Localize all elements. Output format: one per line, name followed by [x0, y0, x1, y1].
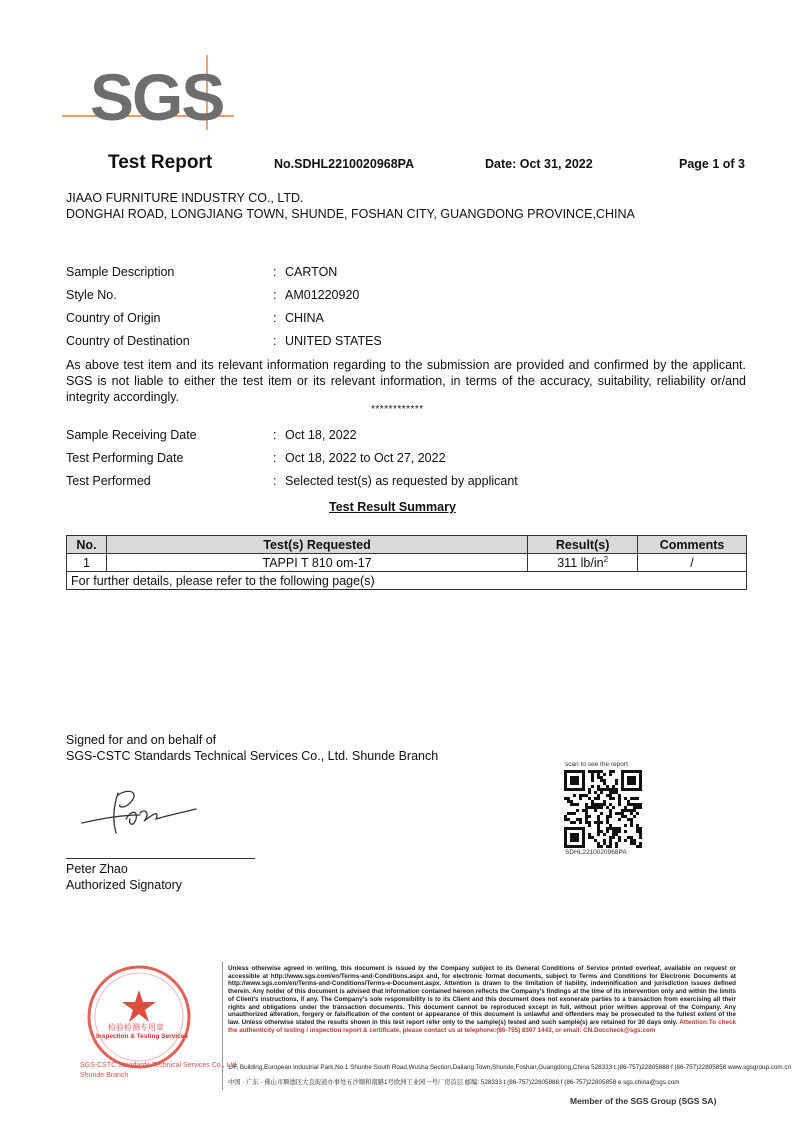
field-label: Test Performed	[66, 474, 151, 488]
member-statement: Member of the SGS Group (SGS SA)	[570, 1096, 717, 1106]
footer-divider	[222, 962, 223, 1090]
terms-fine-print	[228, 965, 736, 1034]
qr-report-number: SDHL2210020968PA	[565, 849, 627, 856]
separator-stars: ************	[371, 404, 424, 415]
signature-line	[66, 858, 255, 859]
field-label: Country of Origin	[66, 311, 161, 325]
stamp-branch-name: Shunde Branch	[80, 1072, 129, 1079]
column-header-result: Result(s)	[528, 536, 638, 554]
cell-result	[528, 554, 638, 572]
field-value: UNITED STATES	[285, 334, 382, 348]
field-separator: :	[273, 288, 277, 302]
sgs-logo	[62, 55, 237, 135]
field-row	[66, 474, 756, 497]
terms-body: Unless otherwise agreed in writing, this document is issued by the Company subject to its General Conditions of Service printed overleaf, available on request or accessible at http://www.sgs.com/en/Terms-and-Conditions.aspx and, for electronic format documents, subject to Terms and Conditions for Electronic Documents at http://www.sgs.com/en/Terms-and-Conditions/Terms-e-Document.aspx. Attention is drawn to the limitation of liability, indemnification and jurisdiction issues defined therein. Any holder of this document is advised that information contained hereon reflects the Company's findings at the time of its intervention only and within the limits of Client's instructions, if any. The Company's sole responsibility is to its Client and this document does not exonerate parties to a transaction from exercising all their rights and obligations under the transaction documents. This document cannot be reproduced except in full, without prior written approval of the Company. Any unauthorized alteration, forgery or falsification of the content or appearance of this document is unlawful and offenders may be prosecuted to the fullest extent of the law. Unless otherwise stated the results shown in this test report refer only to the sample(s) tested and such sample(s) are retained for 30 days only.	[228, 965, 736, 1026]
applicant-block	[66, 190, 635, 222]
applicant-name: JIAAO FURNITURE INDUSTRY CO., LTD.	[66, 191, 304, 205]
field-separator: :	[273, 311, 277, 325]
field-row	[66, 311, 756, 334]
report-number: No.SDHL2210020968PA	[274, 157, 415, 171]
field-value: Selected test(s) as requested by applicant	[285, 474, 518, 488]
stamp-chinese-text: 检验检测专用章	[108, 1023, 164, 1032]
disclaimer-text: As above test item and its relevant information regarding to the submission are provided and confirmed by the applicant. SGS is not liable to either the test item or its relevant information, in terms of the accuracy, suitability, reliability or/and integrity accordingly.	[66, 358, 746, 404]
field-separator: :	[273, 428, 277, 442]
signed-block	[66, 732, 438, 764]
footer-address-cn: 中国 · 广东 · 佛山市顺德区大良街道办事处五沙顺和南路1号欧洲工业园一号厂房首层 邮编: 528333 t (86-757)22805888 f (86-757)22805858 e sgs.china@sgs.com	[228, 1079, 680, 1086]
field-label: Test Performing Date	[66, 451, 184, 465]
authenticity-notice: Attention:To check the authenticity of testing / inspection report & certificate, please contact us at telephone:(86-755) 8307 1443, or email: CN.Doccheck@sgs.com	[228, 1018, 736, 1034]
report-title: Test Report	[108, 152, 213, 173]
field-label: Sample Receiving Date	[66, 428, 197, 442]
cell-no: 1	[67, 554, 107, 572]
field-row	[66, 451, 756, 474]
signatory-name: Peter Zhao	[66, 862, 128, 876]
signed-line-1: Signed for and on behalf of	[66, 733, 217, 747]
field-label: Sample Description	[66, 265, 175, 279]
cell-test: TAPPI T 810 om-17	[106, 554, 527, 572]
column-header-no: No.	[67, 536, 107, 554]
column-header-comments: Comments	[638, 536, 747, 554]
field-value: CARTON	[285, 265, 338, 279]
field-value: CHINA	[285, 311, 324, 325]
qr-code-icon[interactable]	[564, 770, 642, 848]
table-header-row	[67, 536, 747, 554]
field-separator: :	[273, 474, 277, 488]
result-superscript: 2	[603, 554, 609, 564]
test-fields	[66, 428, 756, 497]
field-row	[66, 428, 756, 451]
field-label: Country of Destination	[66, 334, 190, 348]
column-header-test: Test(s) Requested	[106, 536, 527, 554]
field-row	[66, 265, 756, 288]
cell-comments: /	[638, 554, 747, 572]
table-note-row	[67, 572, 747, 590]
field-row	[66, 288, 756, 311]
applicant-address: DONGHAI ROAD, LONGJIANG TOWN, SHUNDE, FOSHAN CITY, GUANGDONG PROVINCE,CHINA	[66, 207, 635, 221]
field-separator: :	[273, 265, 277, 279]
field-separator: :	[273, 334, 277, 348]
qr-caption: scan to see the report	[565, 761, 628, 768]
field-label: Style No.	[66, 288, 117, 302]
logo-text: SGS	[90, 60, 224, 134]
report-date: Date: Oct 31, 2022	[485, 157, 593, 171]
result-value: 311 lb/in	[557, 556, 604, 571]
page-number: Page 1 of 3	[679, 157, 745, 171]
footer-address-en: 1/F, Building,European Industrial Park,No.1 Shunhe South Road,Wusha Section,Daliang Town,Shunde,Foshan,Guangdong,China 528333 t (86-757)22805888 f (86-757)22805858 www.sgsgroup.com.cn	[228, 1064, 792, 1071]
signed-line-2: SGS-CSTC Standards Technical Services Co., Ltd. Shunde Branch	[66, 749, 439, 763]
sample-fields	[66, 265, 756, 357]
field-separator: :	[273, 451, 277, 465]
field-value: Oct 18, 2022 to Oct 27, 2022	[285, 451, 446, 465]
signatory-role: Authorized Signatory	[66, 878, 183, 892]
results-table	[66, 535, 747, 590]
field-row	[66, 334, 756, 357]
field-value: AM01220920	[285, 288, 360, 302]
table-row	[67, 554, 747, 572]
table-note: For further details, please refer to the following page(s)	[67, 572, 747, 590]
stamp-english-text: Inspection & Testing Services	[96, 1033, 188, 1040]
field-value: Oct 18, 2022	[285, 428, 357, 442]
summary-title: Test Result Summary	[329, 500, 456, 514]
handwritten-signature	[80, 785, 200, 837]
stamp-company-name: SGS-CSTC Standards Technical Services Co., Ltd.	[80, 1062, 239, 1069]
signatory-block	[66, 861, 182, 893]
